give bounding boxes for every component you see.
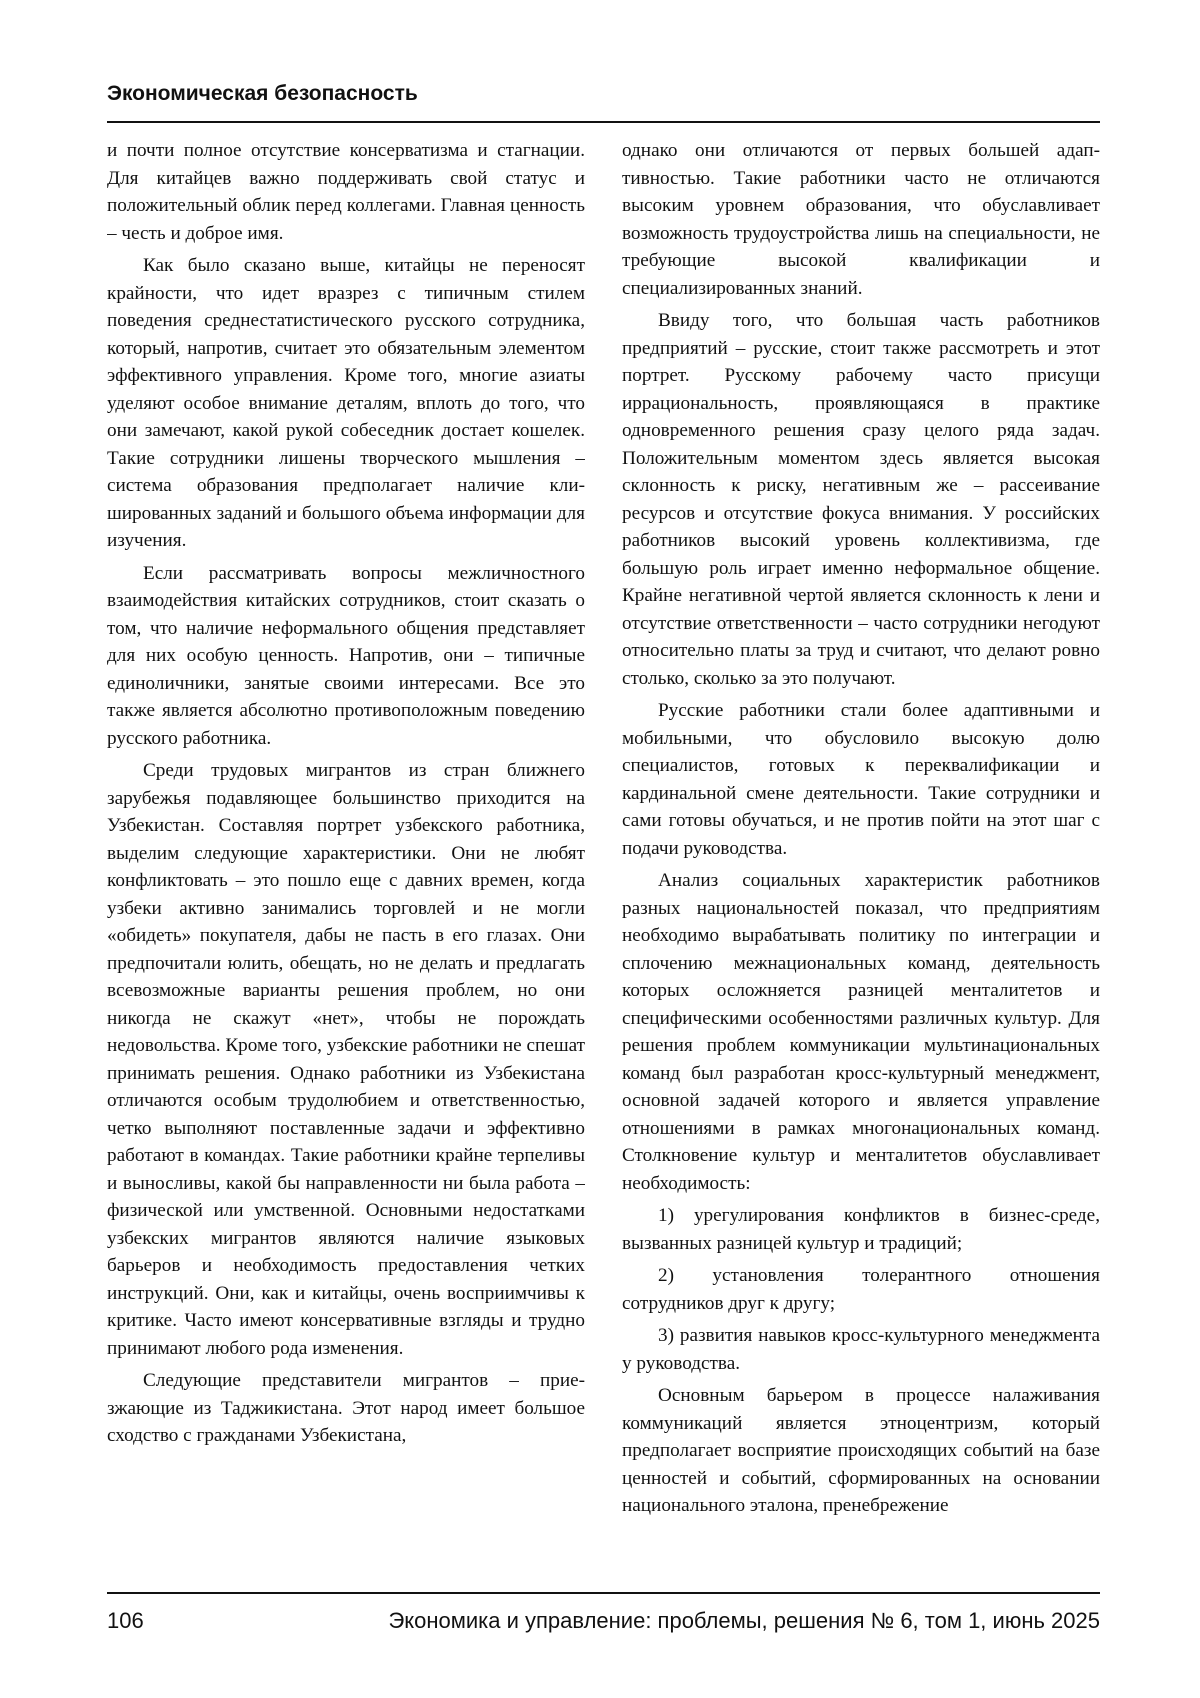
left-column <box>107 137 585 1582</box>
paragraph: Русские работники стали более адаптивными и мобильными, что обусловило высокую долю специалистов, готовых к переквалификации и кардинальной смене деятельности. Такие сотрудники и сами готовы обучаться, и не против пойти на этот шаг с подачи руководства. <box>622 700 1100 859</box>
running-header <box>107 81 1100 107</box>
header-divider <box>107 121 1100 123</box>
paragraph: и почти полное отсутствие консерватизма и стагнации. Для китайцев важно поддерживать свой статус и положительный облик перед коллегами. Главная ценность – честь и доброе имя. <box>107 140 585 244</box>
section-title: Экономическая безопасность <box>107 82 418 105</box>
paragraph: Среди трудовых мигрантов из стран ближнего зарубежья подавляющее большинство приходится на Узбекистан. Составляя портрет узбекского работника, выделим следующие характеристики. Они не любят конфликтовать – это пошло еще с давних времен, когда узбеки активно занимались торговлей и не могли «обидеть» покупателя, дабы не пасть в его глазах. Они предпочитали юлить, обещать, но не делать и предлагать всевозможные варианты решения проблем, но они никогда не скажут «нет», чтобы не порождать недовольства. Кроме того, узбекские работники не спешат принимать решения. Однако работники из Узбекистана отличаются особым трудолюбием и ответственностью, четко выполняют поставленные задачи и эффективно работают в командах. Такие работники крайне терпеливы и выносливы, какой бы направленности ни была работа – физической или умственной. Основными недостатками узбекских мигрантов являются наличие языковых барьеров и необходимость предоставления четких инструкций. Они, как и китайцы, очень восприимчивы к критике. Часто имеют консервативные взгляды и трудно принимают любого рода изменения. <box>107 760 585 1359</box>
paragraph: Если рассматривать вопросы межличностного взаимодействия китайских сотрудников, стоит сказать о том, что наличие неформального общения представляет для них особую ценность. Напротив, они – типичные единоличники, занятые своими интересами. Все это также является абсолютно противоположным поведению русского работника. <box>107 562 585 749</box>
paragraph: однако они отличаются от первых большей адаптивностью. Такие работники часто не отличаются высоким уровнем образования, что обуславливает возможность трудоустройства лишь на специальности, не требующие высокой квалификации и специализированных знаний. <box>622 140 1100 299</box>
list-item: 2) установления толерантного отношения сотрудников друг к другу; <box>622 1265 1100 1314</box>
paragraph: Следующие представители мигрантов – приезжающие из Таджикистана. Этот народ имеет большое сходство с гражданами Узбекистана, <box>107 1370 585 1446</box>
page-footer <box>107 1606 1100 1638</box>
footer-divider <box>107 1592 1100 1594</box>
paragraph: Основным барьером в процессе налаживания коммуникаций является этноцентризм, который предполагает восприятие происходящих событий на базе ценностей и событий, сформированных на основании национального эталона, пренебрежение <box>622 1385 1100 1516</box>
paragraph: Как было сказано выше, китайцы не переносят крайности, что идет вразрез с типичным стилем поведения среднестатистического русского сотрудника, который, напротив, считает это обязательным элементом эффективного управления. Кроме того, многие азиаты уделяют особое внимание деталям, вплоть до того, что они замечают, какой рукой собеседник достает кошелек. Такие сотрудники лишены творческого мышления – система образования предполагает наличие клишированных заданий и большого объема информации для изучения. <box>107 255 585 551</box>
list-item: 1) урегулирования конфликтов в бизнес-среде, вызванных разницей культур и традиций; <box>622 1205 1100 1254</box>
journal-citation: Экономика и управление: проблемы, решения № 6, том 1, июнь 2025 <box>388 1608 1100 1633</box>
right-column <box>622 137 1100 1582</box>
page-number: 106 <box>107 1608 144 1633</box>
list-item: 3) развития навыков кросс-культурного менеджмента у руководства. <box>622 1325 1100 1374</box>
paragraph: Ввиду того, что большая часть работников предприятий – русские, стоит также рассмотреть и этот портрет. Русскому рабочему часто присущи иррациональность, проявляющаяся в практике одновременного решения сразу целого ряда задач. Положительным моментом здесь является высокая склонность к риску, негативным же – рассеивание ресурсов и отсутствие фокуса внимания. У российских работников высокий уровень коллективизма, где большую роль играет именно неформальное общение. Крайне негативной чертой является склонность к лени и отсутствие ответственности – часто сотрудники негодуют относительно платы за труд и считают, что делают ровно столько, сколько за это получают. <box>622 310 1100 689</box>
paragraph: Анализ социальных характеристик работников разных национальностей показал, что предприятиям необходимо вырабатывать политику по интеграции и сплочению межнациональных команд, деятельность которых осложняется разницей менталитетов и специфическими особенностями различных культур. Для решения проблем коммуникации мультинациональных команд был разработан кросс-культурный менеджмент, основной задачей которого и является управление отношениями в рамках многонациональных команд. Столкновение культур и менталитетов обуславливает необходимость: <box>622 870 1100 1194</box>
